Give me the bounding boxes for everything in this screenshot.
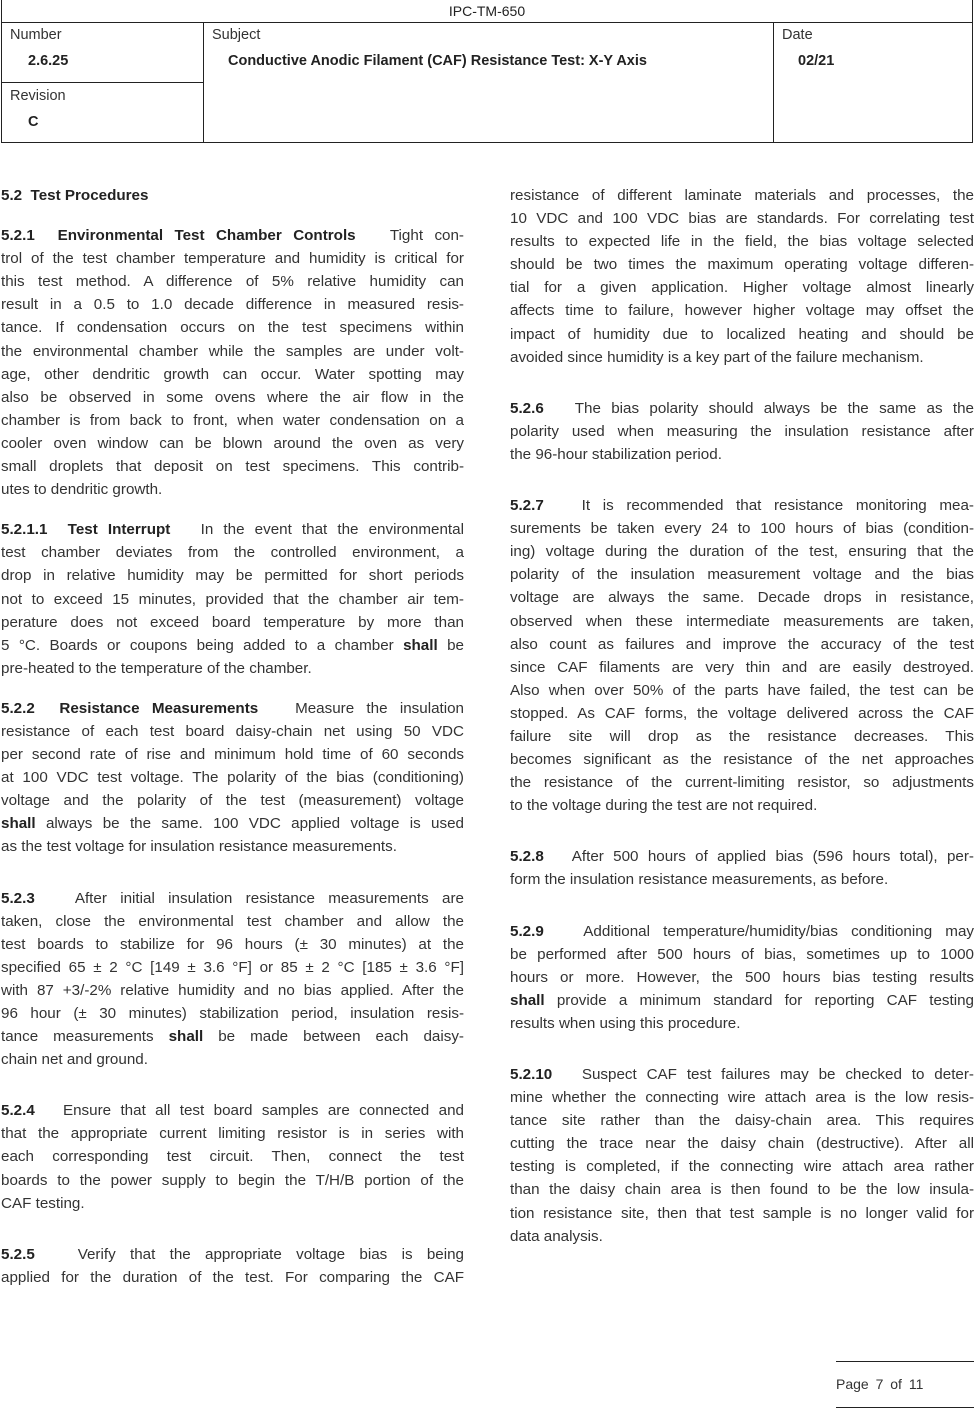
para-number: 5.2.3 xyxy=(1,889,35,907)
paragraph-5-2-5-continued: resistance of different laminate materials and processes, the 10 VDC and 100 VDC bias are standards. For correlating test results to expected life in the field, the bias voltage selected should be two times the maximum operating voltage differen- tial for a given application. Higher voltage almost linearly affects time to failure, however higher voltage may offset the impact of humidity due to localized heating and should be avoided since humidity is a key part of the failure mechanism. xyxy=(510,187,974,366)
subject-value: Conductive Anodic Filament (CAF) Resistance Test: X-Y Axis xyxy=(228,53,647,69)
para-title: Resistance Measurements xyxy=(59,699,259,717)
number-label: Number xyxy=(10,27,62,43)
para-number: 5.2.1 xyxy=(1,227,35,245)
revision-label: Revision xyxy=(10,88,66,104)
para-number: 5.2.9 xyxy=(510,922,544,940)
paragraph-5-2-6: 5.2.6 The bias polarity should always be the same as the polarity used when measuring the insulation resistance after the 96-hour stabilization period. xyxy=(510,399,974,463)
date-cell xyxy=(774,22,973,142)
document-standard-title: IPC-TM-650 xyxy=(2,0,972,23)
shall-keyword: shall xyxy=(168,1028,204,1046)
para-title: Environmental Test Chamber Controls xyxy=(57,227,356,245)
para-number: 5.2.7 xyxy=(510,497,544,515)
subject-label: Subject xyxy=(212,27,261,43)
para-number: 5.2.1.1 xyxy=(1,521,48,539)
paragraph-5-2-8: 5.2.8 After 500 hours of applied bias (596 hours total), per- form the insulation resistance measurements, as before. xyxy=(510,848,974,889)
paragraph-5-2-4: 5.2.4 Ensure that all test board samples are connected and that the appropriate current limiting resistor is in series with each corresponding test circuit. Then, connect the test boards to the power supply to begin the T/H/B portion of the CAF testing. xyxy=(1,1102,464,1212)
para-number: 5.2.6 xyxy=(510,399,544,417)
number-cell xyxy=(2,22,204,83)
shall-keyword: shall xyxy=(403,636,438,654)
paragraph-5-2-7: 5.2.7 It is recommended that resistance monitoring mea- surements be taken every 24 to 100 hours of bias (condition- ing) voltage during the duration of the test, ensuring that the polarity of the insulation measurement voltage and the bias voltage are always the same. Decade drops in resistance, observed when these intermediate measurements are taken, also count as failures and improve the accuracy of the test since CAF filaments are very thin and are easily destroyed. Also when over 50% of the parts have failed, the test can be stopped. As CAF forms, the voltage delivered across the CAF failure site will drop as the resistance decreases. This becomes significant as the resistance of the net approaches the resistance of the current-limiting resistor, so adjustments to the voltage during the test are not required. xyxy=(510,497,974,815)
page-number: Page 7 of 11 xyxy=(836,1376,924,1392)
paragraph-5-2-9: 5.2.9 Additional temperature/humidity/bias conditioning may be performed after 500 hours of bias, sometimes up to 1000 hours or more. However, the 500 hours bias testing results shall provide a minimum standard for reporting CAF testing results when using this procedure. xyxy=(510,922,974,1032)
left-column xyxy=(1,184,464,1289)
paragraph-5-2-10: 5.2.10 Suspect CAF test failures may be checked to deter- mine whether the connecting wire attach area is the low resis- tance site rather than the daisy-chain area. This requires cutting the trace near the daisy chain (destructive). After all testing is completed, if the connecting wire attach area rather than the daisy chain area is then found to be the low insula- tion resistance site, then that test sample is no longer valid for data analysis. xyxy=(510,1066,974,1245)
paragraph-5-2-1-1: 5.2.1.1 Test Interrupt In the event that the environmental test chamber deviates from the controlled environment, a drop in relative humidity may be permitted for short periods not to exceed 15 minutes, provided that the chamber air tem- perature does not exceed board temperature by more than 5 °C. Boards or coupons being added to a chamber shall be pre-heated to the temperature of the chamber. xyxy=(1,521,464,677)
section-heading: 5.2 Test Procedures xyxy=(1,187,149,204)
para-number: 5.2.2 xyxy=(1,699,35,717)
date-label: Date xyxy=(782,27,813,43)
page-footer xyxy=(836,1361,974,1408)
para-title: Test Interrupt xyxy=(67,521,171,539)
date-value: 02/21 xyxy=(798,53,835,69)
para-number: 5.2.5 xyxy=(1,1245,35,1263)
para-number: 5.2.10 xyxy=(510,1066,553,1083)
right-column xyxy=(510,184,974,1248)
para-number: 5.2.8 xyxy=(510,848,544,866)
para-number: 5.2.4 xyxy=(1,1102,35,1120)
paragraph-5-2-2: 5.2.2 Resistance Measurements Measure the insulation resistance of each test board daisy-chain net using 50 VDC per second rate of rise and minimum hold time of 60 seconds at 100 VDC test voltage. The polarity of the bias (conditioning) voltage and the polarity of the test (measurement) voltage shall always be the same. 100 VDC applied voltage is used as the test voltage for insulation resistance measurements. xyxy=(1,699,464,856)
paragraph-5-2-5: 5.2.5 Verify that the appropriate voltage bias is being applied for the duration of the test. For comparing the CAF xyxy=(1,1245,464,1286)
document-header-table xyxy=(1,0,973,143)
paragraph-5-2-3: 5.2.3 After initial insulation resistance measurements are taken, close the environmental test chamber and allow the test boards to stabilize for 96 hours (± 30 minutes) at the specified 65 ± 2 °C [149 ± 3.6 °F] or 85 ± 2 °C [185 ± 3.6 °F] with 87 +3/-2% relative humidity and no bias applied. After the 96 hour (± 30 minutes) stabilization period, insulation resis- tance measurements shall be made between each daisy- chain net and ground. xyxy=(1,889,464,1069)
number-value: 2.6.25 xyxy=(28,53,69,69)
revision-cell xyxy=(2,83,204,142)
shall-keyword: shall xyxy=(1,815,36,833)
subject-cell xyxy=(204,22,774,142)
revision-value: C xyxy=(28,114,39,130)
paragraph-5-2-1: 5.2.1 Environmental Test Chamber Controls Tight con- trol of the test chamber temperature and humidity is critical for this test method. A difference of 5% relative humidity can result in a 0.5 to 1.0 decade difference in measured resis- tance. If condensation occurs on the test specimens within the environmental chamber while the samples are under volt- age, other dendritic growth can occur. Water spotting may also be observed in some ovens where the air flow in the chamber is from back to front, when water condensation on a cooler oven window can be blown around the oven as very small droplets that deposit on test specimens. This contrib- utes to dendritic growth. xyxy=(1,227,464,499)
shall-keyword: shall xyxy=(510,991,545,1009)
